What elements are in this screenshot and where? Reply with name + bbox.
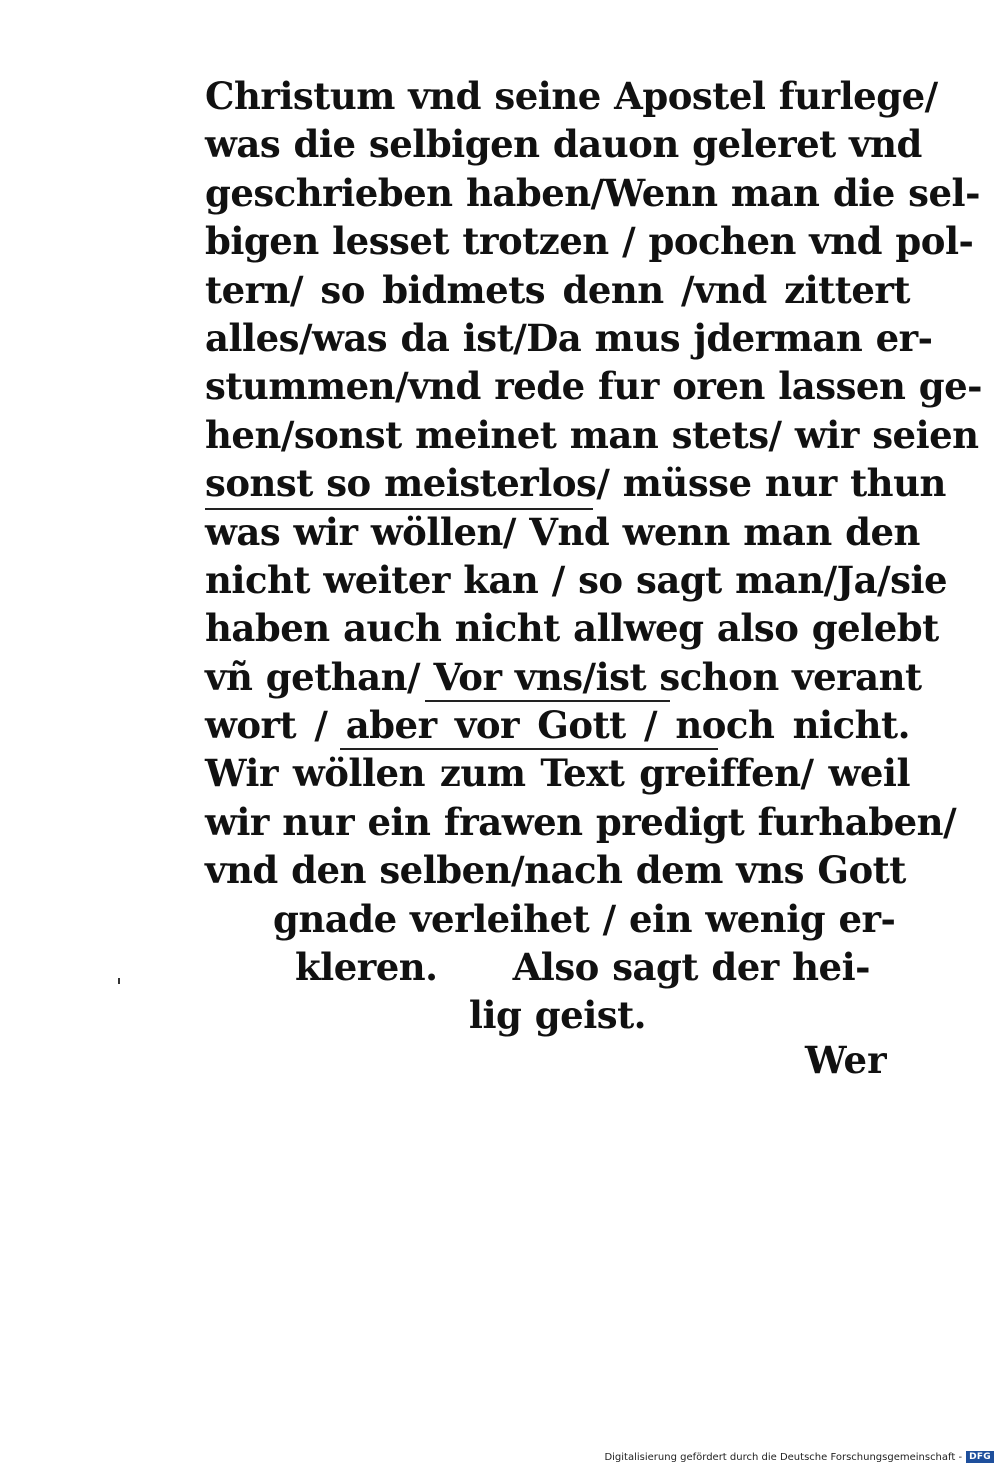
- text-line: bigen lesset trotzen / pochen vnd pol-: [205, 219, 974, 264]
- text-line: wir nur ein frawen predigt furhaben/: [205, 799, 957, 844]
- text-line: sonst so meisterlos/ müsse nur thun: [205, 461, 946, 506]
- final-line: lig geist.: [468, 993, 647, 1038]
- text-line: vnd den selben/nach dem vns Gott: [205, 848, 906, 893]
- text-line: Wir wöllen zum Text greiffen/ weil: [205, 751, 910, 796]
- text-line: was die selbigen dauon geleret vnd: [205, 122, 922, 167]
- text-line: wort / aber vor Gott / noch nicht.: [205, 703, 910, 748]
- dfg-logo-icon: DFG: [966, 1451, 994, 1463]
- text-line: hen/sonst meinet man stets/ wir seien: [205, 412, 979, 457]
- digitization-footer: [604, 1451, 994, 1463]
- text-line: Christum vnd seine Apostel furlege/: [205, 74, 938, 118]
- footer-text: Digitalisierung gefördert durch die Deutsche Forschungsgemeinschaft -: [604, 1451, 963, 1463]
- text-line: was wir wöllen/ Vnd wenn man den: [205, 509, 920, 554]
- body-text: [205, 72, 983, 1040]
- text-line-centered: gnade verleihet / ein wenig er-: [273, 896, 896, 941]
- text-line: geschrieben haben/Wenn man die sel-: [205, 170, 980, 215]
- ink-speck: [118, 978, 120, 984]
- text-line: tern/ so bidmets denn /vnd zittert: [205, 267, 910, 312]
- closing-left: kleren.: [295, 945, 438, 990]
- text-line-closing: [295, 943, 871, 991]
- text-line: haben auch nicht allweg also gelebt: [205, 606, 939, 651]
- catchword: Wer: [805, 1038, 887, 1082]
- handwritten-underline: [340, 748, 718, 750]
- text-line: alles/was da ist/Da mus jderman er-: [205, 315, 933, 360]
- closing-right: Also sagt der hei-: [512, 945, 871, 990]
- handwritten-underline: [425, 700, 670, 702]
- text-line: vñ gethan/ Vor vns/ist schon verant: [205, 654, 922, 699]
- text-line: stummen/vnd rede fur oren lassen ge-: [205, 364, 983, 409]
- handwritten-underline: [205, 508, 593, 510]
- text-line: nicht weiter kan / so sagt man/Ja/sie: [205, 557, 948, 602]
